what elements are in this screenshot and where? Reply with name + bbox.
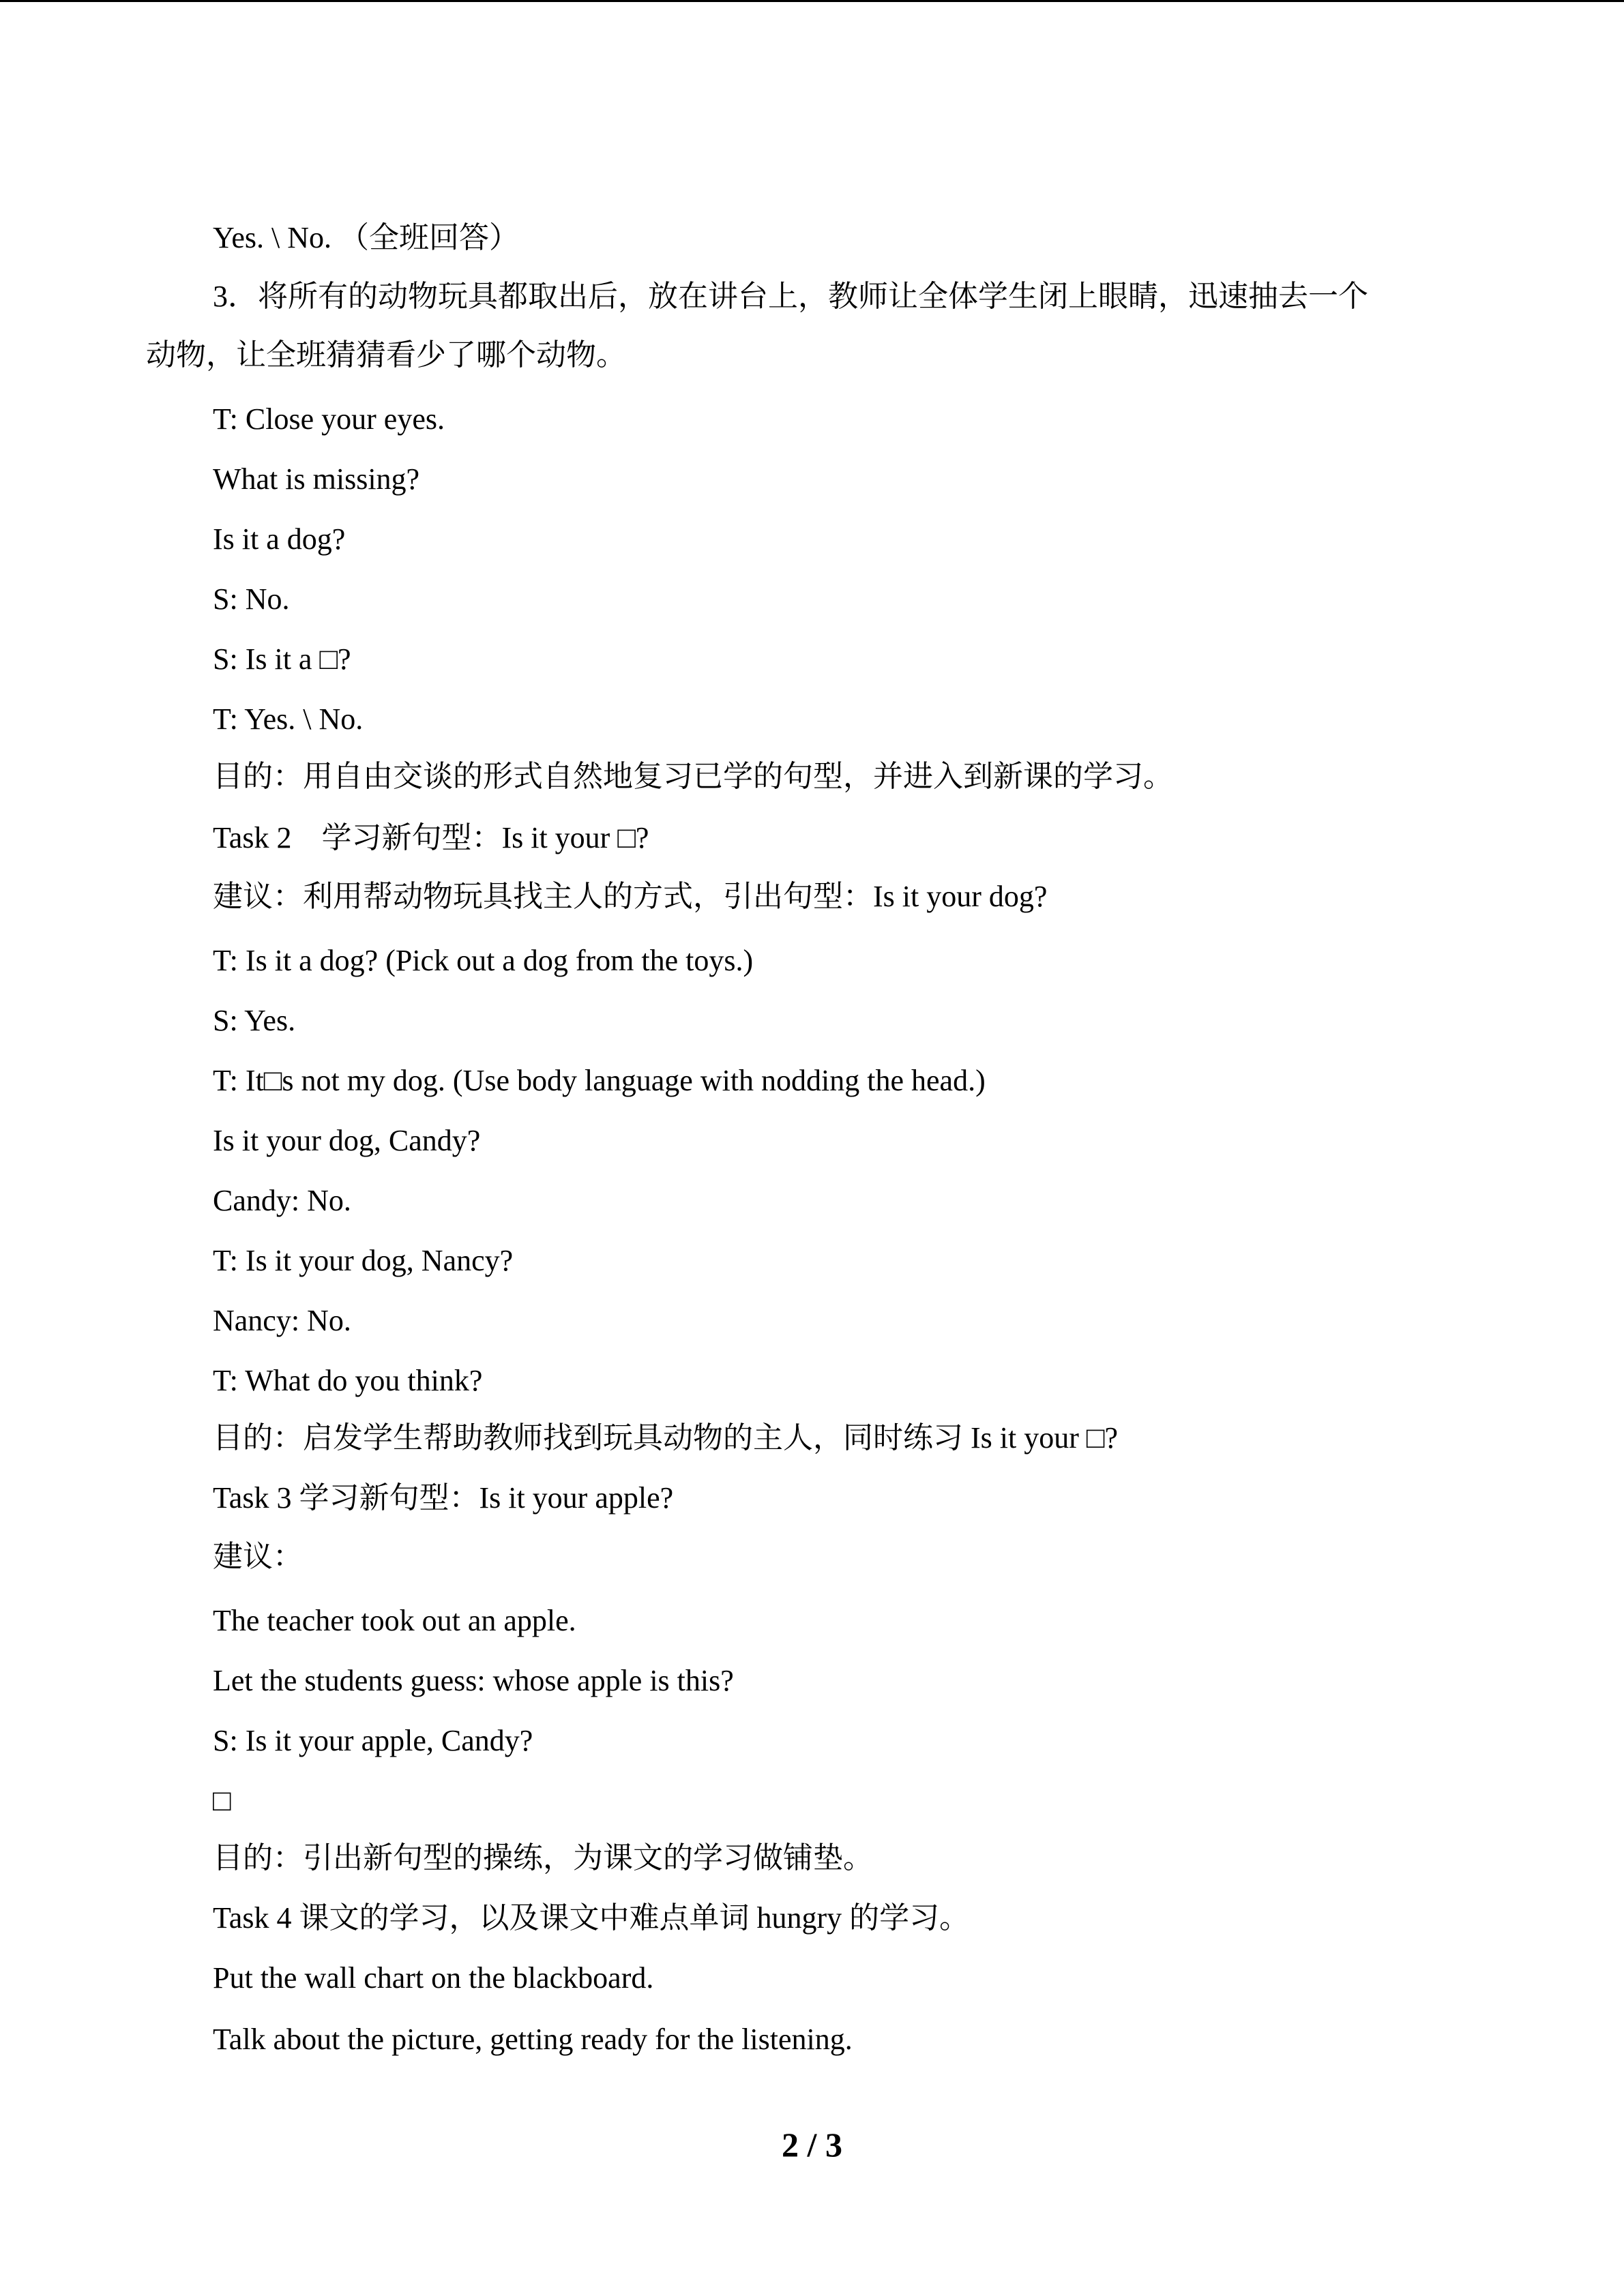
text-line: 目的：引出新句型的操练，为课文的学习做铺垫。 [213, 1841, 873, 1875]
text-line: 建议： [213, 1540, 303, 1573]
text-line: Talk about the picture, getting ready for the listening. [213, 2023, 853, 2056]
text-line: T: It□s not my dog. (Use body language with nodding the head.) [213, 1064, 986, 1097]
text-line: S: Is it your apple, Candy? [213, 1724, 533, 1757]
text-line: Put the wall chart on the blackboard. [213, 1961, 654, 1995]
text-line: Task 3 学习新句型：Is it your apple? [213, 1481, 674, 1515]
text-line: T: Is it your dog, Nancy? [213, 1244, 514, 1277]
text-line: S: No. [213, 582, 290, 616]
text-line: S: Yes. [213, 1004, 296, 1037]
text-line: Yes. \ No. （全班回答） [213, 221, 520, 254]
text-line: T: What do you think? [213, 1364, 483, 1397]
text-line: Candy: No. [213, 1184, 351, 1217]
text-line: 目的：启发学生帮助教师找到玩具动物的主人，同时练习 Is it your □? [213, 1421, 1118, 1455]
text-line: 3．将所有的动物玩具都取出后，放在讲台上，教师让全体学生闭上眼睛，迅速抽去一个 [213, 280, 1368, 313]
text-line: T: Yes. \ No. [213, 702, 364, 736]
text-line: S: Is it a □? [213, 642, 351, 676]
text-line: The teacher took out an apple. [213, 1604, 576, 1637]
text-line: Let the students guess: whose apple is this? [213, 1664, 734, 1697]
text-line: □ [213, 1784, 231, 1817]
text-line: Nancy: No. [213, 1304, 351, 1337]
text-line: T: Is it a dog? (Pick out a dog from the toys.) [213, 944, 754, 977]
text-line: 目的：用自由交谈的形式自然地复习已学的句型，并进入到新课的学习。 [213, 760, 1173, 793]
text-line: Is it a dog? [213, 522, 346, 556]
text-line: 动物，让全班猜猜看少了哪个动物。 [146, 338, 626, 372]
page-number: 2 / 3 [782, 2126, 842, 2164]
text-line: What is missing? [213, 462, 420, 496]
text-line: Task 2 学习新句型：Is it your □? [213, 821, 649, 854]
text-line: T: Close your eyes. [213, 402, 445, 436]
text-line: Is it your dog, Candy? [213, 1124, 481, 1157]
text-line: 建议：利用帮动物玩具找主人的方式，引出句型：Is it your dog? [213, 880, 1048, 913]
text-line: Task 4 课文的学习，以及课文中难点单词 hungry 的学习。 [213, 1901, 970, 1935]
